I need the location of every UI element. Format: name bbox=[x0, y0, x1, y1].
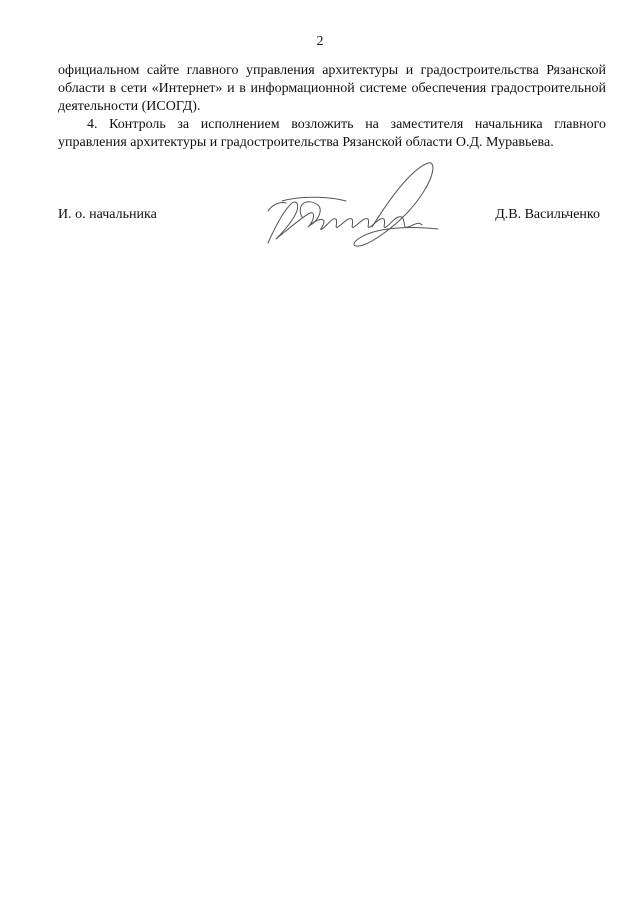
signer-name: Д.В. Васильченко bbox=[495, 207, 600, 222]
handwritten-signature bbox=[262, 155, 442, 260]
paragraph-item-4: 4. Контроль за исполнением возложить на заместителя начальника главного управления архитектуры и градостроительства Рязанской области О.Д. Муравьева. bbox=[58, 117, 606, 150]
page-number: 2 bbox=[316, 34, 324, 49]
paragraph-continuation: официальном сайте главного управления архитектуры и градостроительства Рязанской области в сети «Интернет» и в информационной системе обеспечения градостроительной деятельности (ИСОГД). bbox=[58, 63, 606, 114]
document-body bbox=[58, 62, 606, 152]
position-title: И. о. начальника bbox=[58, 207, 157, 222]
